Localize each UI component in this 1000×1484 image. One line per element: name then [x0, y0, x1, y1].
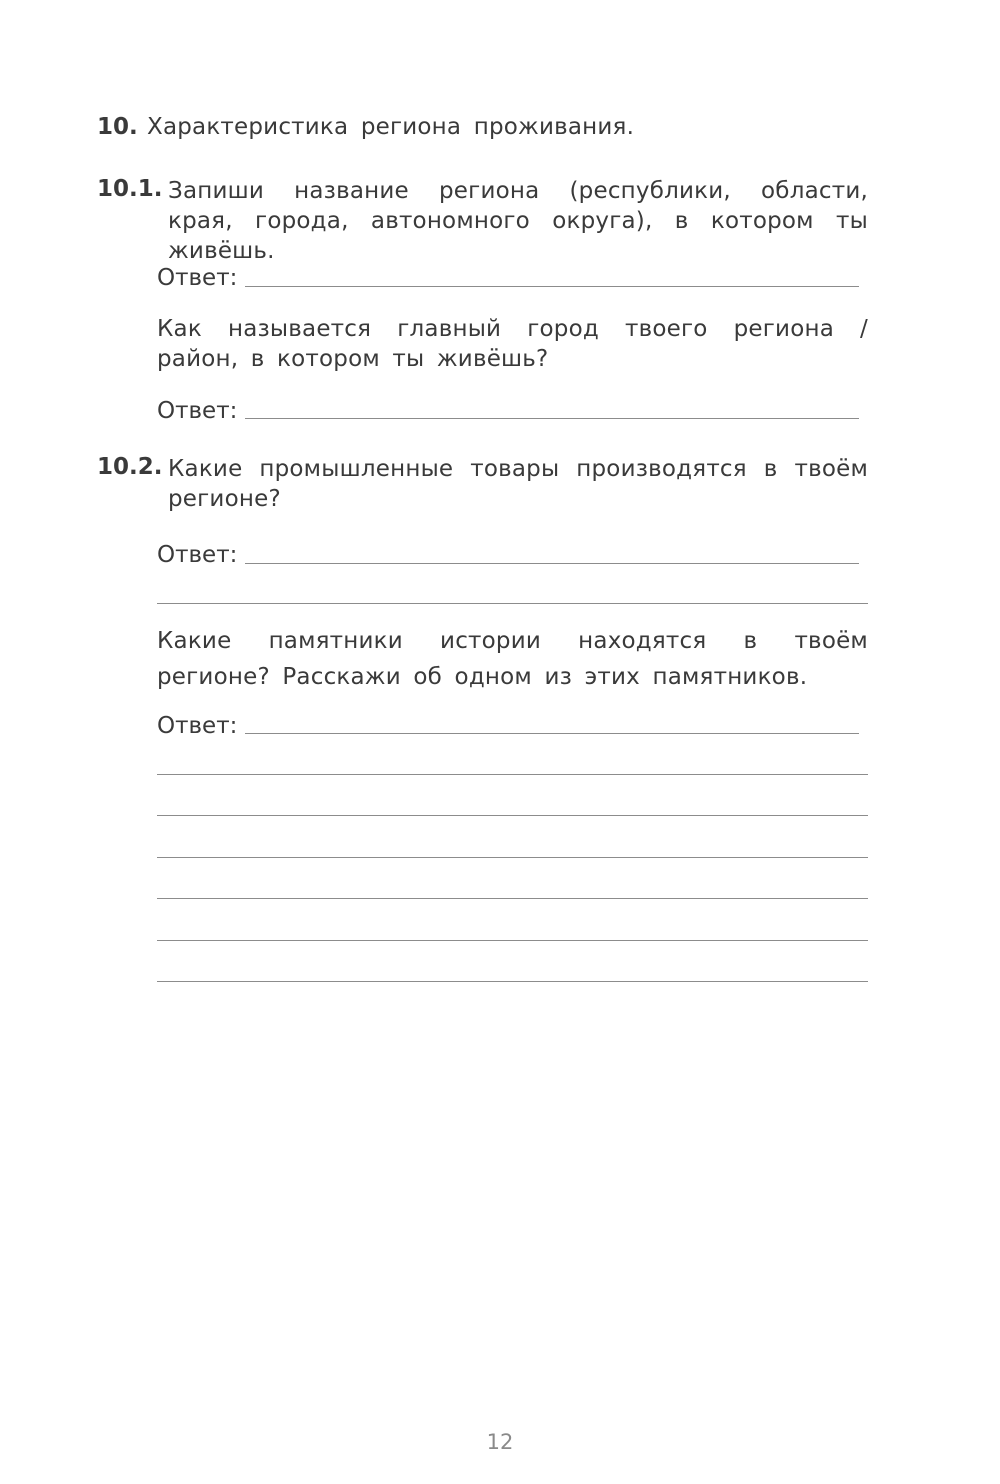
answer-line[interactable]: [157, 940, 868, 941]
answer-label: Ответ:: [157, 542, 238, 568]
answer-line[interactable]: [157, 898, 868, 899]
task-10-1-question-2: Как называется главный город твоего региона / район, в котором ты живёшь?: [157, 316, 868, 372]
page-number: 12: [486, 1430, 514, 1454]
task-10-number: 10.: [97, 114, 138, 140]
task-10-1-question: Запиши название региона (республики, области, края, города, автономного округа), в котором ты живёшь.: [168, 178, 868, 264]
task-10-2-question-2: Какие памятники истории находятся в твоём регионе? Расскажи об одном из этих памятников.: [157, 628, 868, 690]
task-10-1-number: 10.1.: [97, 176, 163, 202]
task-10-title: Характеристика региона проживания.: [147, 114, 635, 140]
answer-label: Ответ:: [157, 398, 238, 424]
task-10-2-number: 10.2.: [97, 454, 163, 480]
task-10-2-question: Какие промышленные товары производятся в твоём регионе?: [168, 456, 868, 512]
answer-line[interactable]: [245, 733, 859, 734]
answer-line[interactable]: [157, 603, 868, 604]
answer-label: Ответ:: [157, 265, 238, 291]
answer-line[interactable]: [157, 815, 868, 816]
answer-line[interactable]: [245, 418, 859, 419]
answer-line[interactable]: [157, 981, 868, 982]
answer-line[interactable]: [245, 563, 859, 564]
answer-line[interactable]: [157, 857, 868, 858]
answer-label: Ответ:: [157, 713, 238, 739]
answer-line[interactable]: [157, 774, 868, 775]
answer-line[interactable]: [245, 286, 859, 287]
